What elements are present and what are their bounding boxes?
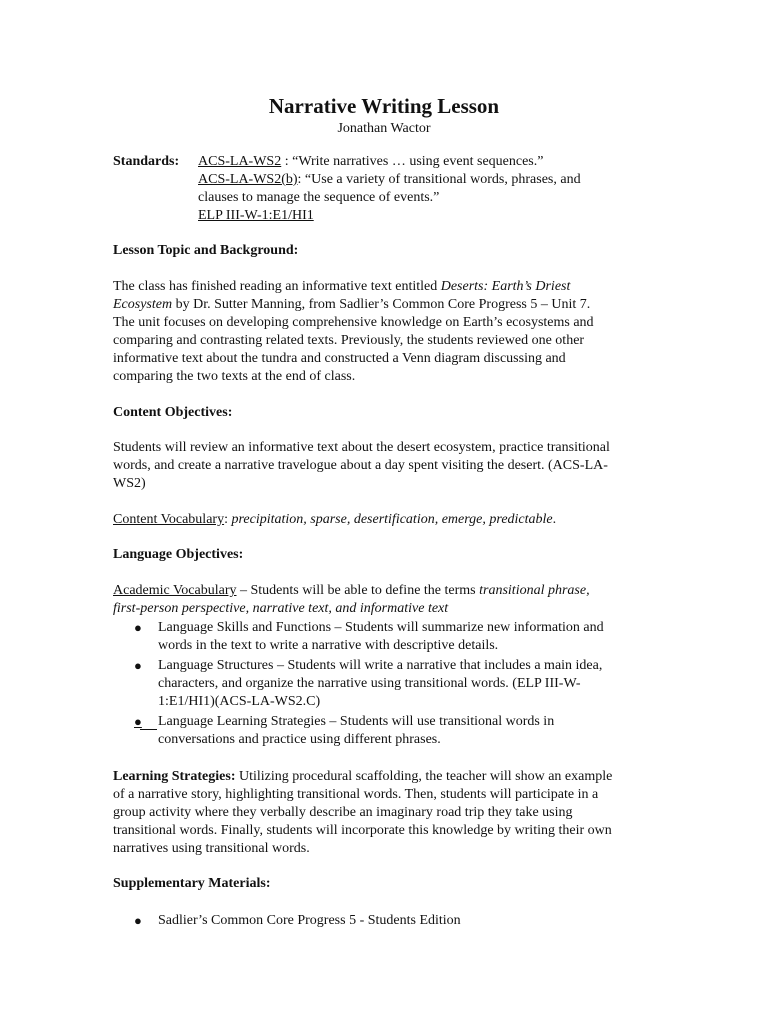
standard-1-code: ACS-LA-WS2 <box>198 154 282 169</box>
content-vocabulary-colon: : <box>224 512 232 527</box>
author-name: Jonathan Wactor <box>337 121 431 136</box>
language-heading: Language Objectives: <box>113 547 244 562</box>
topic-line-2-text: by Dr. Sutter Manning, from Sadlier’s Common Core Progress 5 – Unit 7. <box>172 297 591 312</box>
topic-line-1 <box>113 278 570 296</box>
lang-bullet-1-line-2: words in the text to write a narrative with descriptive details. <box>158 638 499 653</box>
lang-bullet-3-line-2: conversations and practice using different phrases. <box>158 732 441 747</box>
standard-3-code: ELP III-W-1:E1/HI1 <box>198 208 314 223</box>
topic-line-6: comparing the two texts at the end of class. <box>113 369 356 384</box>
topic-line-5: informative text about the tundra and constructed a Venn diagram discussing and <box>113 351 566 366</box>
standard-2-text: : “Use a variety of transitional words, phrases, and <box>297 172 581 187</box>
learning-line-1 <box>113 768 612 786</box>
book-title-part-1: Deserts: Earth’s Driest <box>440 279 571 294</box>
learning-line-1-text: Utilizing procedural scaffolding, the teacher will show an example <box>235 769 613 784</box>
content-line-3: WS2) <box>113 476 146 491</box>
learning-line-2: of a narrative story, highlighting transitional words. Then, students will participate in a <box>113 787 599 802</box>
content-line-1: Students will review an informative text about the desert ecosystem, practice transitional <box>113 440 610 455</box>
academic-vocabulary <box>113 582 590 600</box>
content-heading: Content Objectives: <box>113 405 233 420</box>
academic-term-1: transitional phrase, <box>479 583 590 598</box>
standards-label: Standards: <box>113 154 180 169</box>
topic-line-4: comparing and contrasting related texts. Previously, the students reviewed one other <box>113 333 585 348</box>
academic-vocabulary-label: Academic Vocabulary <box>113 583 237 598</box>
supplementary-item-1: Sadlier’s Common Core Progress 5 - Students Edition <box>158 913 461 928</box>
lang-bullet-2-line-1: Language Structures – Students will write a narrative that includes a main idea, <box>158 658 603 673</box>
topic-line-2 <box>113 296 590 314</box>
document-title: Narrative Writing Lesson <box>268 94 500 118</box>
content-vocabulary-label: Content Vocabulary <box>113 512 225 527</box>
topic-heading: Lesson Topic and Background: <box>113 243 299 258</box>
standard-2-continued: clauses to manage the sequence of events.” <box>198 190 440 205</box>
learning-line-3: group activity where they verbally describe an imaginary road trip they take using <box>113 805 573 820</box>
topic-line-3: The unit focuses on developing comprehensive knowledge on Earth’s ecosystems and <box>113 315 594 330</box>
supplementary-heading: Supplementary Materials: <box>113 876 271 891</box>
standard-2-code: ACS-LA-WS2(b) <box>198 172 298 187</box>
learning-line-5: narratives using transitional words. <box>113 841 310 856</box>
content-vocabulary-words: precipitation, sparse, desertification, emerge, predictable <box>231 512 553 527</box>
lang-bullet-2-line-2: characters, and organize the narrative using transitional words. (ELP III-W- <box>158 676 581 691</box>
learning-label: Learning Strategies: <box>113 769 236 784</box>
academic-terms-continued: first-person perspective, narrative text, and informative text <box>113 601 449 616</box>
learning-line-4: transitional words. Finally, students will incorporate this knowledge by writing their own <box>113 823 612 838</box>
bullet-icon: ● <box>134 658 142 673</box>
content-line-2: words, and create a narrative travelogue about a day spent visiting the desert. (ACS-LA- <box>113 458 608 473</box>
bullet-icon: ● <box>134 913 142 928</box>
bullet-icon: ● <box>134 714 142 729</box>
topic-line-1-text: The class has finished reading an informative text entitled <box>113 279 441 294</box>
bullet-underline <box>140 729 157 730</box>
lang-bullet-1-line-1: Language Skills and Functions – Students will summarize new information and <box>158 620 604 635</box>
bullet-icon: ● <box>134 620 142 635</box>
academic-vocabulary-text: – Students will be able to define the terms <box>236 583 480 598</box>
standard-1-text: : “Write narratives … using event sequences.” <box>281 154 544 169</box>
content-vocabulary <box>113 511 556 529</box>
lang-bullet-2-line-3: 1:E1/HI1)(ACS-LA-WS2.C) <box>158 694 321 709</box>
standard-2 <box>198 171 581 189</box>
book-title-part-2: Ecosystem <box>113 297 173 312</box>
lang-bullet-3-line-1: Language Learning Strategies – Students will use transitional words in <box>158 714 555 729</box>
content-vocabulary-period: . <box>552 512 557 527</box>
standard-1 <box>198 153 543 171</box>
